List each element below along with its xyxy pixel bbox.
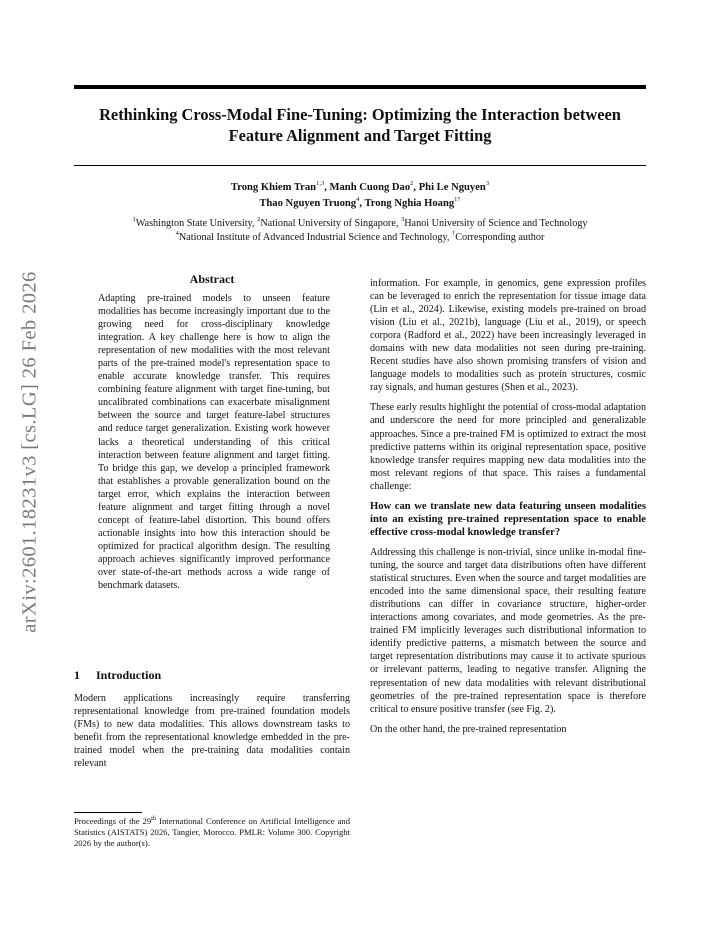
author-affiliation-mark: 1† bbox=[454, 195, 461, 203]
author-name: Trong Khiem Tran bbox=[230, 182, 317, 193]
footnote-text: International Conference on Artificial Intelligence and Statistics (AISTATS) 2026, Tangier, Morocco. PMLR: Volume 300. Copyright 2026 by the author(s). bbox=[74, 816, 351, 849]
affiliations bbox=[60, 217, 660, 245]
affiliation-text: National Institute of Advanced Industrial Science and Technology, bbox=[178, 232, 452, 243]
author-line-1: Trong Khiem Tran$^{1,3}$, Manh Cuong Dao$^2$, Phi Le Nguyen$^3$ bbox=[230, 179, 490, 193]
author-block bbox=[74, 180, 646, 212]
introduction-paragraph: Modern applications increasingly require transferring representational knowledge from pre-trained foundation models (FMs) to new data modalities. This allows downstream tasks to benefit from the representational knowledge embedded in the pre-trained model when the pre-training data modalities contain relevant bbox=[74, 693, 350, 770]
affiliation-text: Hanoi University of Science and Technology bbox=[404, 218, 588, 229]
author-affiliation-mark: 4 bbox=[356, 195, 360, 203]
footnote-rule bbox=[74, 812, 142, 813]
body-paragraph: On the other hand, the pre-trained representation bbox=[370, 723, 567, 735]
right-column bbox=[370, 277, 646, 743]
paper-title: Rethinking Cross-Modal Fine-Tuning: Optimizing the Interaction between Feature Alignment and Target Fitting bbox=[99, 105, 621, 145]
affiliation-text: National University of Singapore, bbox=[260, 218, 401, 229]
affiliation-mark: 1 bbox=[132, 215, 136, 223]
affiliation-line-1 bbox=[60, 217, 660, 231]
section-number: 1 bbox=[74, 668, 80, 682]
arxiv-stamp-text: arXiv:2601.18231v3 [cs.LG] 26 Feb 2026 bbox=[18, 271, 41, 633]
author-name: Phi Le Nguyen bbox=[418, 182, 486, 193]
author-affiliation-mark: 2 bbox=[410, 179, 414, 187]
author-line-2: Thao Nguyen Truong$^4$, Trong Nghia Hoang$^{1\dagger}$ bbox=[259, 195, 461, 209]
title-bottom-rule bbox=[74, 165, 646, 166]
author-name: Thao Nguyen Truong bbox=[259, 198, 357, 209]
section-heading-introduction bbox=[74, 668, 161, 683]
affiliation-text: Corresponding author bbox=[455, 232, 545, 243]
affiliation-mark: † bbox=[452, 229, 456, 237]
title-top-rule bbox=[74, 85, 646, 89]
footnote-text: Proceedings of the 29 bbox=[74, 816, 152, 826]
author-name: Trong Nghia Hoang bbox=[364, 198, 455, 209]
affiliation-mark: 2 bbox=[257, 215, 261, 223]
author-affiliation-mark: 3 bbox=[485, 179, 490, 187]
affiliation-mark: 3 bbox=[400, 215, 405, 223]
author-affiliation-mark: 1,3 bbox=[316, 179, 325, 187]
author-name: Manh Cuong Dao bbox=[329, 182, 411, 193]
research-question: How can we translate new data featuring unseen modalities into an existing pre-trained representation space to enable effective cross-modal knowledge transfer? bbox=[370, 500, 646, 538]
abstract-body: Adapting pre-trained models to unseen feature modalities has become increasingly important due to the growing need for cross-disciplinary knowledge integration. A key challenge here is how to align the representation of new modalities with the most relevant parts of the pre-trained model's representation space to enable accurate knowledge transfer. This requires combining feature alignment with target fine-tuning, but uncalibrated combinations can exacerbate misalignment between the source and target feature-label structures and reduce target generalization. Existing work however lacks a theoretical understanding of this critical interaction between feature alignment and target fitting. To bridge this gap, we develop a principled framework that establishes a provable generalization bound on the target error, which explains the interaction between feature alignment and target fitting through a novel concept of feature-label distortion. This bound offers actionable insights into how this interaction should be optimized for practical algorithm design. The resulting approach achieves significantly improved performance over state-of-the-art methods across a wide range of benchmark datasets. bbox=[98, 293, 330, 592]
affiliation-line-2 bbox=[60, 231, 660, 245]
body-paragraph: These early results highlight the potential of cross-modal adaptation and underscore the need for more principled and generalizable approaches. Since a pre-trained FM is optimized to extract the most predictive patterns within its original representation space, positive knowledge transfer requires mapping new data modalities into the most relevant regions of that space. This raises a fundamental challenge: bbox=[370, 402, 646, 492]
body-paragraph: information. For example, in genomics, gene expression profiles can be leveraged to enrich the representation for tissue image data (Lin et al., 2024). Likewise, existing models pre-trained on broad vision (Liu et al., 2021b), language (Liu et al., 2019), or speech corpora (Radford et al., 2022) have been increasingly leveraged in domains with new data modalities not seen during pre-training. Recent studies have also shown promising transfers of vision and language models to modalities such as protein structures, cosmic ray signals, and human gestures (Shen et al., 2023). bbox=[370, 278, 646, 394]
footnote-ordinal: th bbox=[151, 814, 157, 822]
affiliation-mark: 4 bbox=[175, 229, 179, 237]
arxiv-stamp bbox=[10, 262, 50, 642]
body-paragraph: Addressing this challenge is non-trivial, since unlike in-modal fine-tuning, the source and target data distributions often have different statistical structures. Even when the source and target modalities are encoded into the same dimensional space, their resulting feature distributions can differ in covariance structure, higher-order interactions among covariates, and mode geometries. As the pre-trained FM implicitly leverages such distributional information to identify predictive patterns, a mismatch between the source and target representation distributions may cause it to activate spurious or irrelevant patterns, leading to negative transfer. Aligning the representation of new data modalities with relevant distributional geometries of the pre-trained representation space is therefore critical to ensure positive transfer (see Fig. 2). bbox=[370, 547, 646, 715]
section-title: Introduction bbox=[96, 668, 162, 682]
affiliation-text: Washington State University, bbox=[135, 218, 258, 229]
footnote-proceedings bbox=[74, 816, 350, 850]
abstract-heading: Abstract bbox=[189, 272, 235, 286]
